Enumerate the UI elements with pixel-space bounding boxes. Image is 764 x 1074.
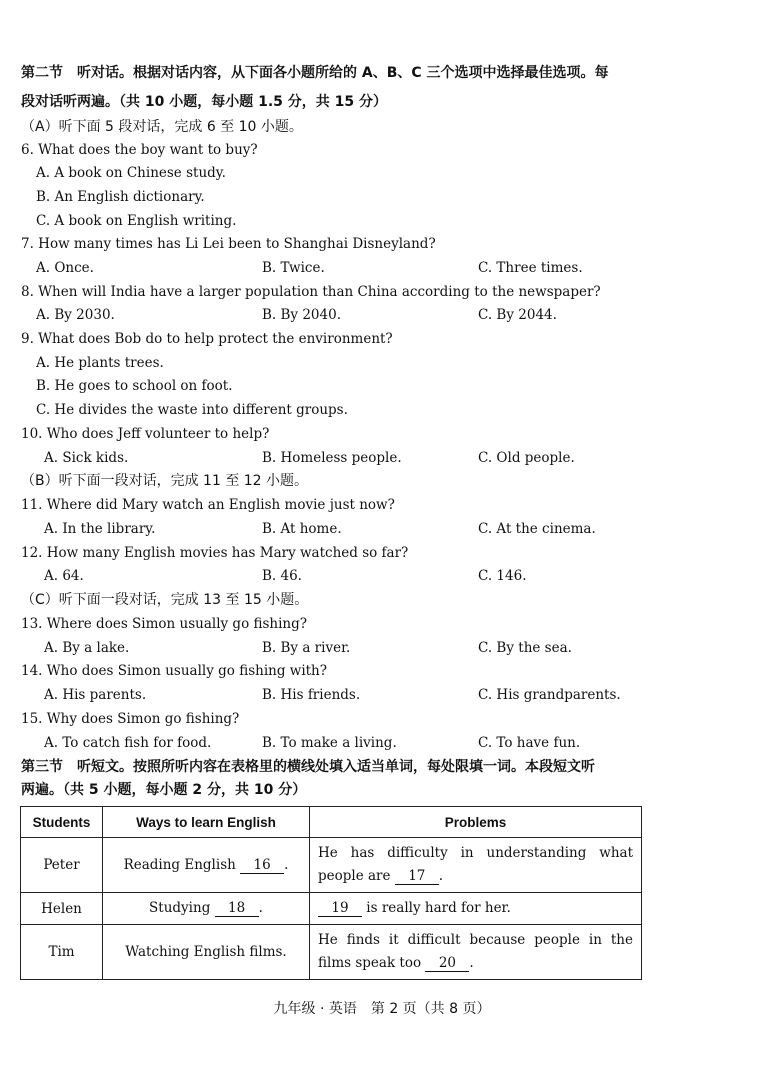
question-11-option-b: B. At home. — [262, 521, 342, 537]
way-cell — [103, 893, 310, 925]
answer-blank-20[interactable]: 20 — [425, 955, 469, 972]
question-11-option-a: A. In the library. — [44, 521, 156, 537]
question-15-option-a: A. To catch fish for food. — [44, 735, 212, 751]
problem-text: He finds it difficult because people in the films speak too — [318, 932, 633, 971]
question-13-option-b: B. By a river. — [262, 640, 351, 656]
question-12-stem: 12. How many English movies has Mary watched so far? — [21, 545, 409, 561]
question-15-stem: 15. Why does Simon go fishing? — [21, 711, 240, 727]
question-8-stem: 8. When will India have a larger population than China according to the newspaper? — [21, 284, 601, 300]
answer-blank-18[interactable]: 18 — [215, 900, 259, 917]
way-cell — [103, 838, 310, 893]
problem-end: is really hard for her. — [366, 900, 511, 916]
question-10-option-c: C. Old people. — [478, 450, 575, 466]
section2-header-line1: 第二节 听对话。根据对话内容，从下面各小题所给的 A、B、C 三个选项中选择最佳选项。每 — [21, 65, 609, 81]
part-c-instruction: （C）听下面一段对话，完成 13 至 15 小题。 — [21, 592, 309, 608]
question-9-option-b: B. He goes to school on foot. — [36, 378, 233, 394]
question-6-option-a: A. A book on Chinese study. — [36, 165, 226, 181]
question-13-option-c: C. By the sea. — [478, 640, 572, 656]
table-row-peter — [21, 838, 642, 893]
question-9-option-a: A. He plants trees. — [36, 355, 164, 371]
question-8-option-c: C. By 2044. — [478, 307, 557, 323]
question-9-stem: 9. What does Bob do to help protect the environment? — [21, 331, 393, 347]
student-cell: Helen — [21, 893, 103, 925]
question-13-option-a: A. By a lake. — [44, 640, 130, 656]
column-header-problems: Problems — [310, 807, 642, 838]
problem-text: He has difficulty in understanding what people are — [318, 845, 633, 884]
question-13-stem: 13. Where does Simon usually go fishing? — [21, 616, 308, 632]
column-header-students: Students — [21, 807, 103, 838]
problem-cell — [310, 925, 642, 980]
student-cell: Tim — [21, 925, 103, 980]
question-14-option-a: A. His parents. — [44, 687, 147, 703]
question-14-option-c: C. His grandparents. — [478, 687, 621, 703]
page-footer: 九年级 · 英语 第 2 页（共 8 页） — [273, 1001, 491, 1017]
part-b-instruction: （B）听下面一段对话，完成 11 至 12 小题。 — [21, 473, 309, 489]
problem-cell — [310, 893, 642, 925]
question-6-option-b: B. An English dictionary. — [36, 189, 205, 205]
question-9-option-c: C. He divides the waste into different groups. — [36, 402, 348, 418]
table-row-tim — [21, 925, 642, 980]
listening-fill-table — [20, 806, 642, 980]
way-text: Studying — [149, 900, 211, 916]
question-7-option-b: B. Twice. — [262, 260, 325, 276]
question-10-stem: 10. Who does Jeff volunteer to help? — [21, 426, 270, 442]
question-6-option-c: C. A book on English writing. — [36, 213, 237, 229]
question-11-option-c: C. At the cinema. — [478, 521, 596, 537]
question-14-option-b: B. His friends. — [262, 687, 361, 703]
question-7-stem: 7. How many times has Li Lei been to Shanghai Disneyland? — [21, 236, 436, 252]
question-7-option-c: C. Three times. — [478, 260, 583, 276]
problem-end: . — [438, 868, 444, 884]
way-text: Reading English — [123, 856, 236, 873]
question-11-stem: 11. Where did Mary watch an English movie just now? — [21, 497, 395, 513]
way-end: . — [258, 900, 263, 916]
section3-header-line2: 两遍。（共 5 小题，每小题 2 分，共 10 分） — [21, 782, 307, 798]
question-12-option-a: A. 64. — [44, 568, 84, 584]
section3-header-line1: 第三节 听短文。按照所听内容在表格里的横线处填入适当单词，每处限填一词。本段短文听 — [21, 759, 595, 775]
answer-blank-16[interactable]: 16 — [240, 857, 284, 874]
problem-end: . — [469, 955, 474, 971]
question-10-option-b: B. Homeless people. — [262, 450, 402, 466]
column-header-ways: Ways to learn English — [103, 807, 310, 838]
way-text: Watching English films. — [125, 944, 287, 960]
problem-cell — [310, 838, 642, 893]
table-row-helen — [21, 893, 642, 925]
answer-blank-19[interactable]: 19 — [318, 900, 362, 917]
table-header-row — [21, 807, 642, 838]
question-7-option-a: A. Once. — [36, 260, 94, 276]
question-10-option-a: A. Sick kids. — [44, 450, 129, 466]
question-6-stem: 6. What does the boy want to buy? — [21, 142, 258, 158]
question-8-option-a: A. By 2030. — [36, 307, 115, 323]
student-cell: Peter — [21, 838, 103, 893]
section2-header-line2: 段对话听两遍。（共 10 小题，每小题 1.5 分，共 15 分） — [21, 94, 388, 110]
way-cell — [103, 925, 310, 980]
question-12-option-b: B. 46. — [262, 568, 302, 584]
question-8-option-b: B. By 2040. — [262, 307, 341, 323]
question-12-option-c: C. 146. — [478, 568, 527, 584]
question-14-stem: 14. Who does Simon usually go fishing with? — [21, 663, 327, 679]
answer-blank-17[interactable]: 17 — [395, 868, 439, 885]
question-15-option-b: B. To make a living. — [262, 735, 397, 751]
way-end: . — [284, 856, 289, 873]
part-a-instruction: （A）听下面 5 段对话，完成 6 至 10 小题。 — [21, 119, 303, 135]
question-15-option-c: C. To have fun. — [478, 735, 581, 751]
